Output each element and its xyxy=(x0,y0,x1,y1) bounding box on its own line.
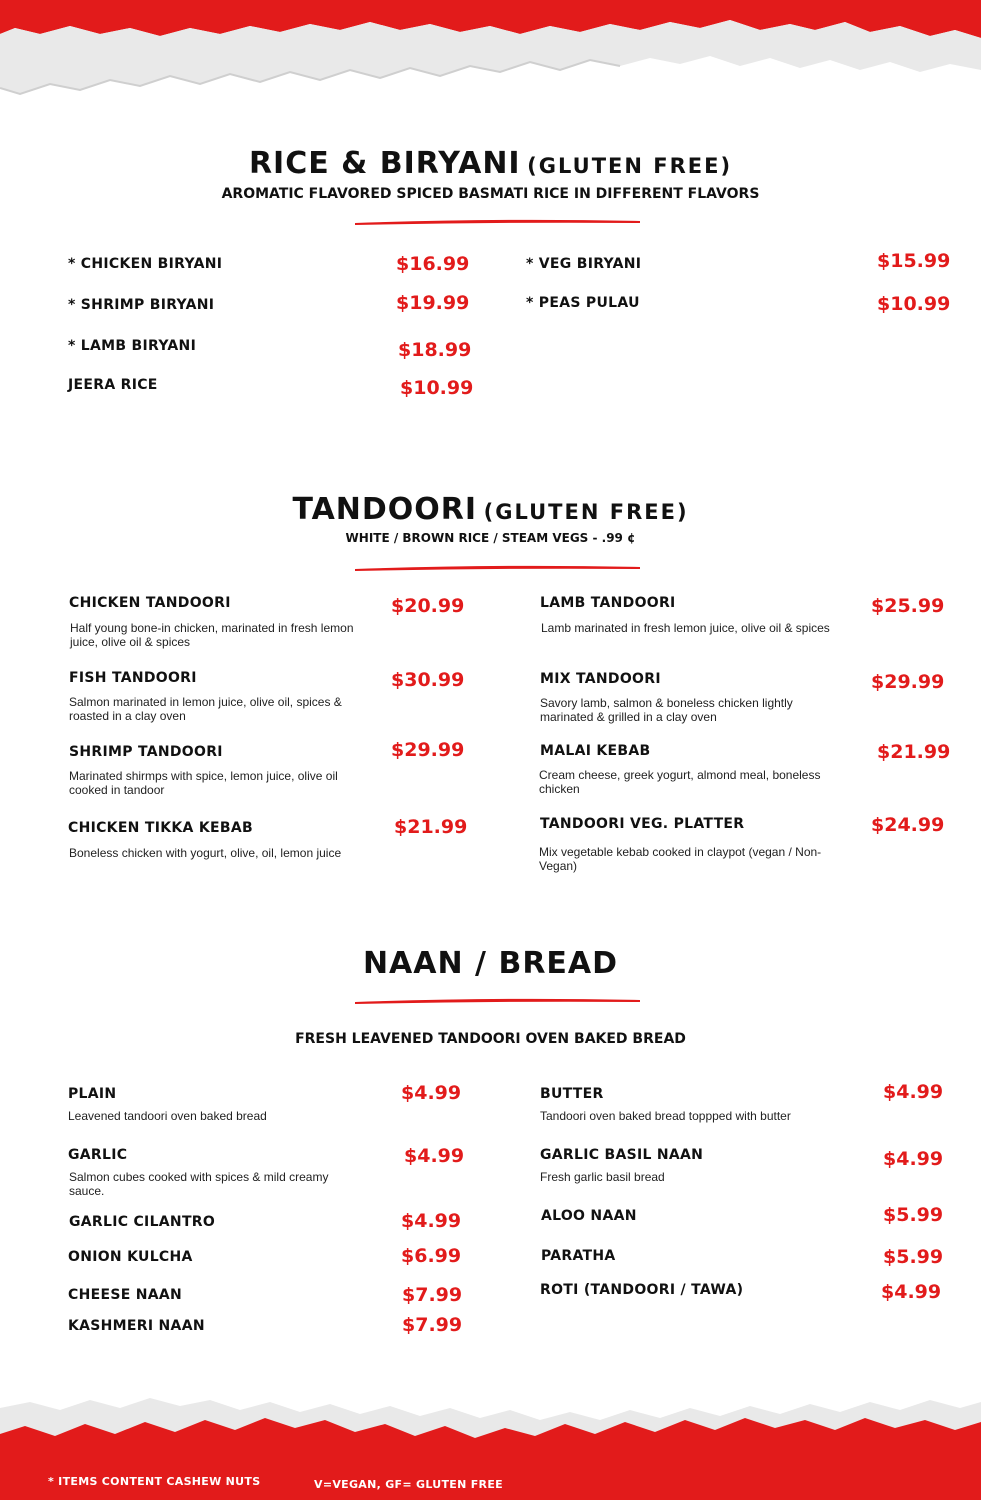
naan-item-name: PLAIN xyxy=(68,1086,117,1102)
naan-item-price: $4.99 xyxy=(404,1145,465,1167)
rice-title-note: (GLUTEN FREE) xyxy=(527,154,733,178)
tandoori-item-desc: Half young bone-in chicken, marinated in fresh lemon juice, olive oil & spices xyxy=(70,621,354,649)
naan-title: NAAN / BREAD xyxy=(362,946,619,981)
rice-item-price: $15.99 xyxy=(877,250,951,272)
tandoori-item-name: MIX TANDOORI xyxy=(540,671,661,687)
tandoori-item-price: $29.99 xyxy=(391,739,465,761)
rice-subtitle: AROMATIC FLAVORED SPICED BASMATI RICE IN DIFFERENT FLAVORS xyxy=(221,186,760,202)
naan-item-desc: Fresh garlic basil bread xyxy=(540,1170,665,1184)
naan-item-name: ALOO NAAN xyxy=(541,1208,637,1224)
rice-item-name: * CHICKEN BIRYANI xyxy=(68,256,223,272)
tandoori-item-price: $25.99 xyxy=(871,595,945,617)
naan-item-name: ONION KULCHA xyxy=(68,1249,193,1265)
rice-item-name: * VEG BIRYANI xyxy=(526,256,642,272)
tandoori-item-name: CHICKEN TIKKA KEBAB xyxy=(68,820,253,836)
rice-item-price: $18.99 xyxy=(398,339,472,361)
naan-item-name: GARLIC CILANTRO xyxy=(69,1214,216,1230)
rice-item-name: * SHRIMP BIRYANI xyxy=(68,297,215,313)
tandoori-item-price: $21.99 xyxy=(877,741,951,763)
rice-item-name: * PEAS PULAU xyxy=(526,295,640,311)
naan-subtitle: FRESH LEAVENED TANDOORI OVEN BAKED BREAD xyxy=(295,1031,686,1047)
torn-paper-top xyxy=(0,0,981,110)
naan-item-price: $7.99 xyxy=(402,1314,463,1336)
diet-legend: V=VEGAN, GF= GLUTEN FREE xyxy=(314,1478,503,1491)
tandoori-item-desc: Lamb marinated in fresh lemon juice, olive oil & spices xyxy=(541,621,830,635)
tandoori-item-price: $24.99 xyxy=(871,814,945,836)
tandoori-item-desc: Boneless chicken with yogurt, olive, oil, lemon juice xyxy=(69,846,342,860)
naan-item-name: CHEESE NAAN xyxy=(68,1287,183,1303)
tandoori-title: TANDOORI xyxy=(292,492,478,527)
tandoori-item-name: TANDOORI VEG. PLATTER xyxy=(540,816,745,832)
tandoori-item-name: MALAI KEBAB xyxy=(540,743,651,759)
tandoori-item-name: LAMB TANDOORI xyxy=(540,595,676,611)
naan-item-price: $4.99 xyxy=(881,1281,942,1303)
naan-item-price: $4.99 xyxy=(883,1148,944,1170)
rice-title: RICE & BIRYANI xyxy=(248,146,521,181)
tandoori-item-price: $20.99 xyxy=(391,595,465,617)
rice-item-name: * LAMB BIRYANI xyxy=(68,338,197,354)
naan-divider xyxy=(355,997,640,1005)
tandoori-item-name: SHRIMP TANDOORI xyxy=(69,744,223,760)
naan-item-desc: Tandoori oven baked bread toppped with butter xyxy=(540,1109,791,1123)
naan-item-name: ROTI (TANDOORI / TAWA) xyxy=(540,1282,744,1298)
naan-item-price: $5.99 xyxy=(883,1204,944,1226)
tandoori-item-name: CHICKEN TANDOORI xyxy=(69,595,231,611)
tandoori-title-note: (GLUTEN FREE) xyxy=(483,500,689,524)
tandoori-item-desc: Cream cheese, greek yogurt, almond meal, boneless chicken xyxy=(539,768,821,796)
naan-item-desc: Salmon cubes cooked with spices & mild creamy sauce. xyxy=(69,1170,329,1198)
naan-item-price: $4.99 xyxy=(401,1082,462,1104)
tandoori-item-name: FISH TANDOORI xyxy=(69,670,197,686)
tandoori-section-title xyxy=(0,492,981,527)
naan-item-name: BUTTER xyxy=(540,1086,604,1102)
rice-item-name: JEERA RICE xyxy=(68,377,158,393)
naan-item-price: $7.99 xyxy=(402,1284,463,1306)
tandoori-item-desc: Salmon marinated in lemon juice, olive oil, spices & roasted in a clay oven xyxy=(69,695,342,723)
tandoori-subtitle: WHITE / BROWN RICE / STEAM VEGS - .99 ¢ xyxy=(345,531,636,545)
rice-divider xyxy=(355,218,640,226)
rice-item-price: $19.99 xyxy=(396,292,470,314)
naan-item-price: $4.99 xyxy=(883,1081,944,1103)
naan-item-name: KASHMERI NAAN xyxy=(68,1318,205,1334)
tandoori-item-desc: Marinated shirmps with spice, lemon juice, olive oil cooked in tandoor xyxy=(69,769,338,797)
tandoori-divider xyxy=(355,564,640,572)
naan-item-name: PARATHA xyxy=(541,1248,616,1264)
rice-item-price: $16.99 xyxy=(396,253,470,275)
naan-item-price: $5.99 xyxy=(883,1246,944,1268)
naan-item-price: $4.99 xyxy=(401,1210,462,1232)
tandoori-item-desc: Savory lamb, salmon & boneless chicken lightly marinated & grilled in a clay oven xyxy=(540,696,793,724)
naan-item-desc: Leavened tandoori oven baked bread xyxy=(68,1109,267,1123)
naan-item-price: $6.99 xyxy=(401,1245,462,1267)
tandoori-item-desc: Mix vegetable kebab cooked in claypot (vegan / Non-Vegan) xyxy=(539,845,822,873)
naan-item-name: GARLIC xyxy=(68,1147,128,1163)
rice-item-price: $10.99 xyxy=(877,293,951,315)
tandoori-item-price: $30.99 xyxy=(391,669,465,691)
naan-item-name: GARLIC BASIL NAAN xyxy=(540,1147,704,1163)
rice-item-price: $10.99 xyxy=(400,377,474,399)
cashew-note: * ITEMS CONTENT CASHEW NUTS xyxy=(48,1475,261,1488)
tandoori-item-price: $29.99 xyxy=(871,671,945,693)
naan-section-title xyxy=(0,946,981,981)
tandoori-item-price: $21.99 xyxy=(394,816,468,838)
rice-section-title xyxy=(0,146,981,181)
